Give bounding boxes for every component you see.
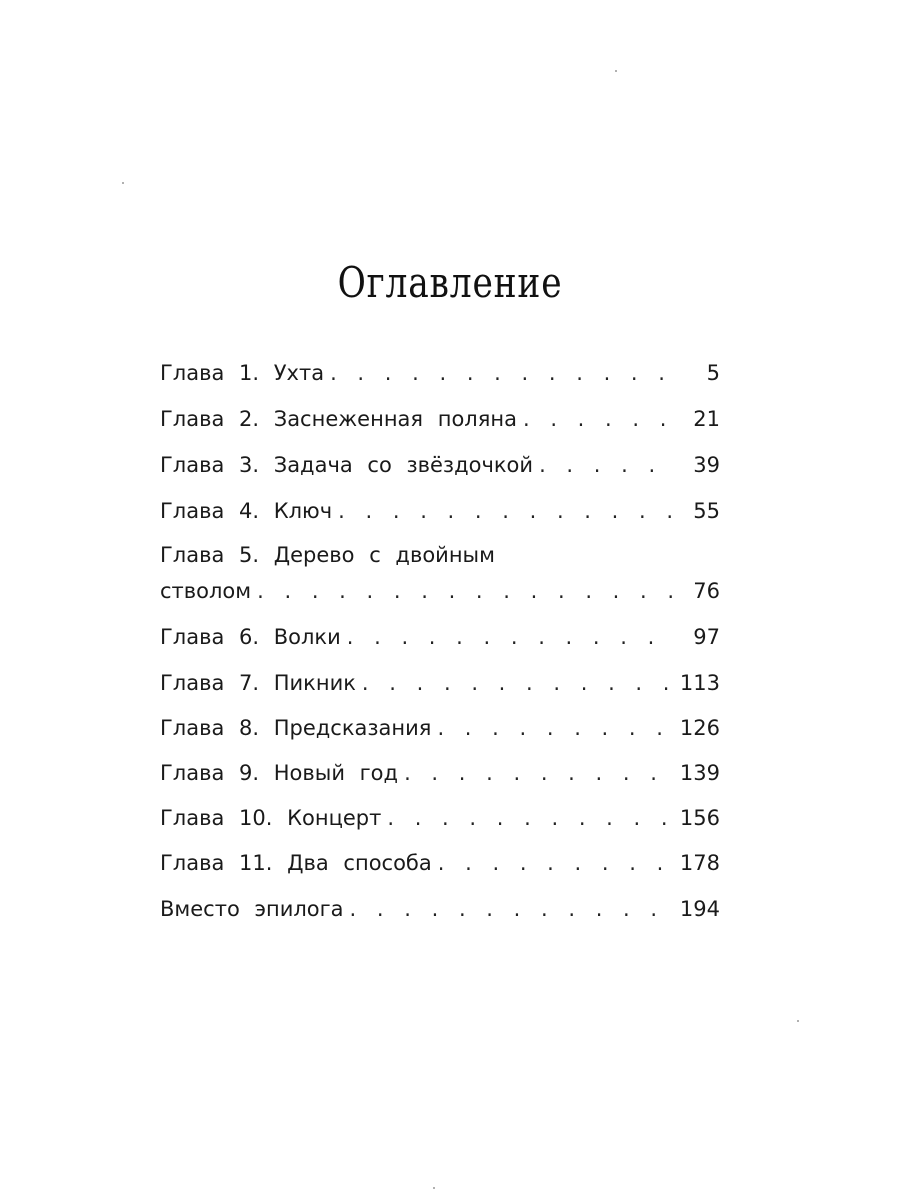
scan-speck bbox=[797, 1020, 799, 1022]
toc-entry[interactable] bbox=[160, 670, 720, 696]
toc-entry-label-continued: стволом bbox=[160, 579, 252, 603]
dot-leader bbox=[330, 360, 672, 386]
scan-speck bbox=[615, 70, 617, 72]
toc-entry-label: Вместо эпилога bbox=[160, 897, 344, 921]
toc-entry-page: 178 bbox=[679, 851, 720, 875]
toc-entry-page: 126 bbox=[679, 716, 720, 740]
toc-entry-label: Глава 3. Задача со звёздочкой bbox=[160, 453, 534, 477]
toc-entry-page: 76 bbox=[693, 579, 720, 603]
toc-entry-label: Глава 8. Предсказания bbox=[160, 716, 432, 740]
scan-speck bbox=[433, 1187, 435, 1189]
dot-leader bbox=[387, 805, 672, 831]
toc-entry-page: 156 bbox=[679, 806, 720, 830]
toc-entry-label: Глава 4. Ключ bbox=[160, 499, 333, 523]
toc-entry-label: Глава 2. Заснеженная поляна bbox=[160, 407, 517, 431]
toc-entry[interactable] bbox=[160, 406, 720, 432]
toc-entry[interactable] bbox=[160, 760, 720, 786]
toc-entry-page: 97 bbox=[693, 625, 720, 649]
dot-leader bbox=[404, 760, 672, 786]
toc-entry[interactable] bbox=[160, 850, 720, 876]
dot-leader bbox=[347, 624, 672, 650]
toc-entry[interactable] bbox=[160, 805, 720, 831]
toc-entry-label: Глава 7. Пикник bbox=[160, 671, 356, 695]
toc-entry-page: 5 bbox=[706, 361, 720, 385]
scan-speck bbox=[122, 182, 124, 184]
toc-entry[interactable] bbox=[160, 715, 720, 741]
toc-entry[interactable] bbox=[160, 498, 720, 524]
toc-entry-label: Глава 1. Ухта bbox=[160, 361, 325, 385]
dot-leader bbox=[257, 578, 672, 604]
toc-entry-label: Глава 5. Дерево с двойным bbox=[160, 543, 495, 567]
toc-entry[interactable] bbox=[160, 360, 720, 386]
toc-entry[interactable] bbox=[160, 896, 720, 922]
toc-entry-page: 39 bbox=[693, 453, 720, 477]
toc-entry-label: Глава 10. Концерт bbox=[160, 806, 382, 830]
dot-leader bbox=[523, 406, 672, 432]
page-title: Оглавление bbox=[337, 258, 563, 307]
toc-entry[interactable] bbox=[160, 624, 720, 650]
dot-leader bbox=[438, 850, 672, 876]
dot-leader bbox=[350, 896, 672, 922]
toc-entry[interactable] bbox=[160, 452, 720, 478]
toc-entry-page: 113 bbox=[679, 671, 720, 695]
toc-entry-page: 194 bbox=[679, 897, 720, 921]
toc-entry-label: Глава 9. Новый год bbox=[160, 761, 399, 785]
toc-entry-label: Глава 11. Два способа bbox=[160, 851, 432, 875]
toc-entry-label: Глава 6. Волки bbox=[160, 625, 341, 649]
dot-leader bbox=[338, 498, 672, 524]
toc-entry[interactable] bbox=[160, 542, 720, 604]
toc-entry-page: 139 bbox=[679, 761, 720, 785]
toc-entry-page: 21 bbox=[693, 407, 720, 431]
toc-entry-page: 55 bbox=[693, 499, 720, 523]
dot-leader bbox=[437, 715, 671, 741]
dot-leader bbox=[362, 670, 672, 696]
dot-leader bbox=[539, 452, 672, 478]
